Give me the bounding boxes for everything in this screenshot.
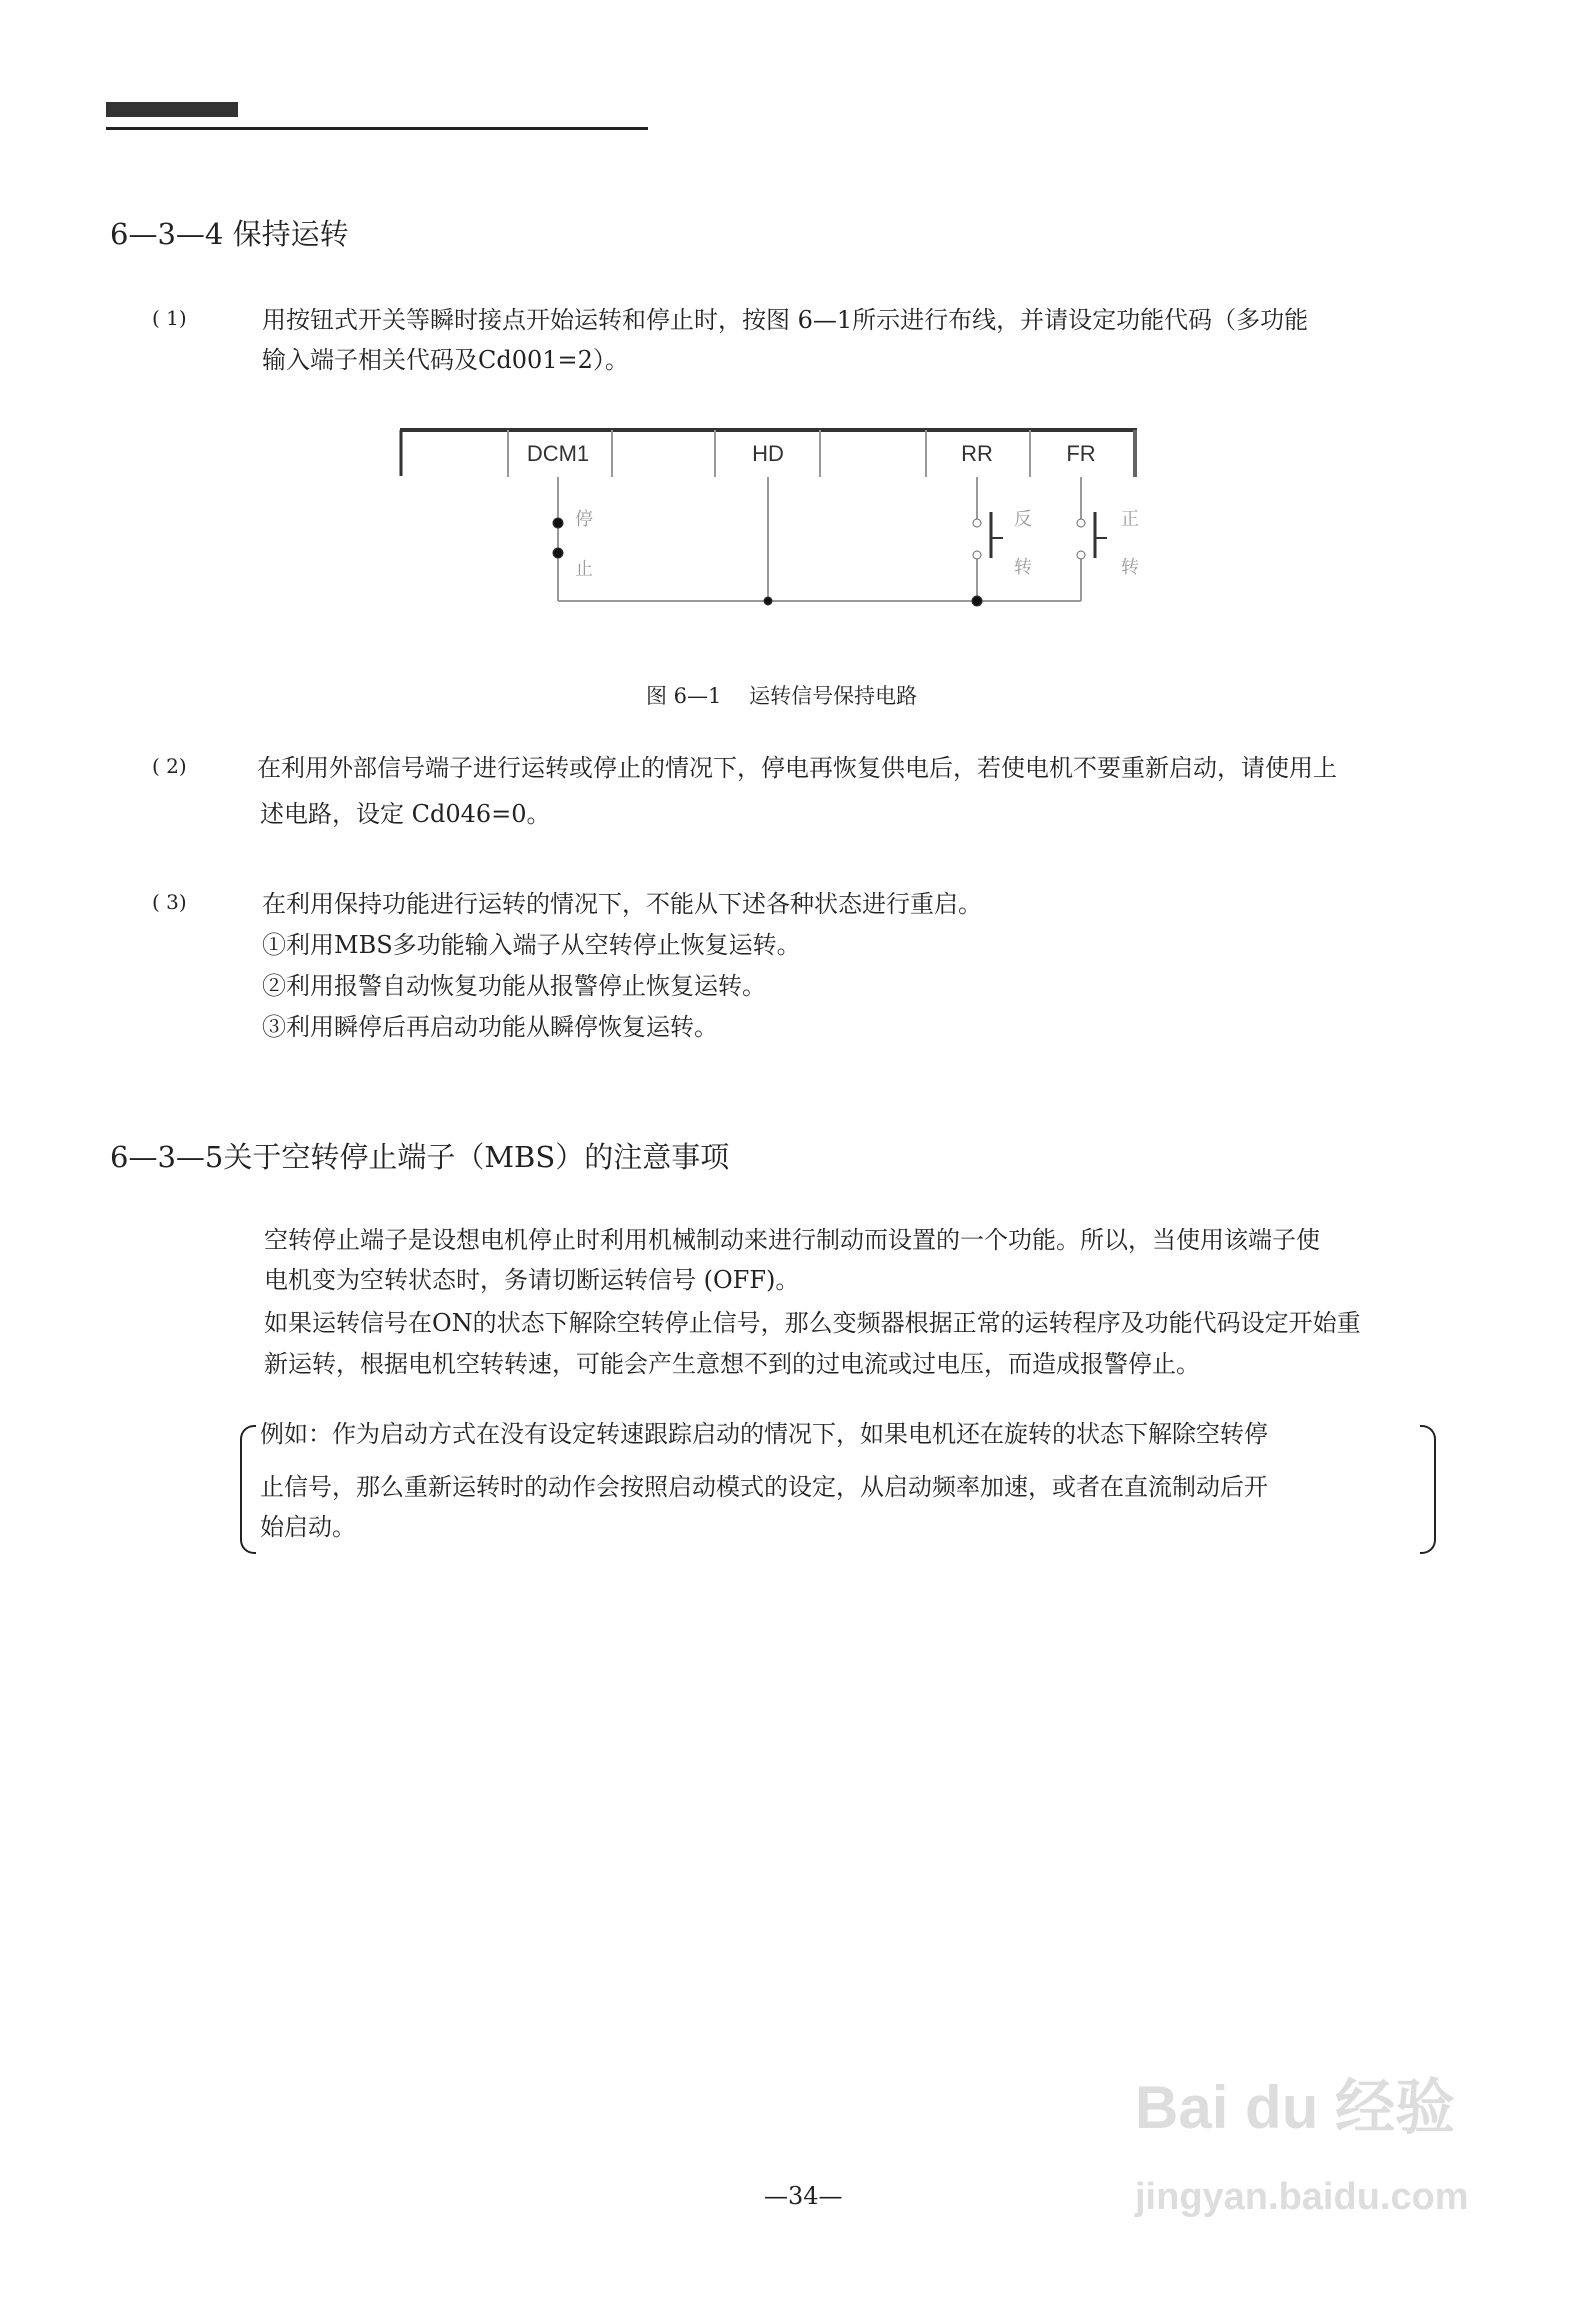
switch-label: 反 xyxy=(1014,509,1032,529)
list-item: ②利用报警自动恢复功能从报警停止恢复运转。 xyxy=(262,972,766,1000)
switch-label: 止 xyxy=(575,559,593,579)
paragraph-line: 电机变为空转状态时，务请切断运转信号 (OFF)。 xyxy=(264,1266,800,1294)
note-line: 止信号，那么重新运转时的动作会按照启动模式的设定，从启动频率加速，或者在直流制动后开 xyxy=(260,1473,1268,1501)
terminal-fr: FR xyxy=(1066,441,1096,466)
page-number: —34— xyxy=(764,2182,843,2210)
note-bracket-left xyxy=(240,1425,256,1554)
paragraph-line: 用按钮式开关等瞬时接点开始运转和停止时，按图 6—1所示进行布线，并请设定功能代码（多功能 xyxy=(262,306,1309,334)
switch-label: 停 xyxy=(575,509,593,529)
note-bracket-right xyxy=(1420,1425,1436,1554)
item-number: ( 2) xyxy=(152,754,187,778)
item-number: ( 1) xyxy=(152,306,187,330)
paragraph-line: 在利用保持功能进行运转的情况下，不能从下述各种状态进行重启。 xyxy=(262,890,982,918)
paragraph-line: 空转停止端子是设想电机停止时利用机械制动来进行制动而设置的一个功能。所以，当使用该端子使 xyxy=(264,1226,1320,1254)
list-item: ③利用瞬停后再启动功能从瞬停恢复运转。 xyxy=(262,1013,718,1041)
terminal-rr: RR xyxy=(961,441,993,466)
section-title-6-3-5: 6—3—5关于空转停止端子（MBS）的注意事项 xyxy=(110,1140,730,1174)
list-item: ①利用MBS多功能输入端子从空转停止恢复运转。 xyxy=(262,931,801,959)
switch-label: 正 xyxy=(1121,509,1139,529)
note-line: 始启动。 xyxy=(260,1513,356,1541)
note-line: 例如：作为启动方式在没有设定转速跟踪启动的情况下，如果电机还在旋转的状态下解除空转停 xyxy=(260,1420,1268,1448)
paragraph-line: 新运转，根据电机空转转速，可能会产生意想不到的过电流或过电压，而造成报警停止。 xyxy=(264,1350,1200,1378)
item-number: ( 3) xyxy=(152,890,187,914)
terminal-dcm1: DCM1 xyxy=(526,441,590,466)
paragraph-line: 述电路，设定 Cd046=0。 xyxy=(260,800,551,828)
terminal-hd: HD xyxy=(752,441,784,466)
paragraph-line: 如果运转信号在ON的状态下解除空转停止信号，那么变频器根据正常的运转程序及功能代码设定开始重 xyxy=(264,1309,1361,1337)
paragraph-line: 输入端子相关代码及Cd001=2）。 xyxy=(262,346,629,374)
stop-contact xyxy=(553,518,563,528)
circuit-diagram xyxy=(0,0,1588,720)
section-title-6-3-4: 6—3—4 保持运转 xyxy=(110,217,349,251)
switch-label: 转 xyxy=(1121,557,1139,577)
switch-label: 转 xyxy=(1014,557,1032,577)
baidu-watermark: Bai du 经验 jingyan.baidu.com xyxy=(1135,2074,1469,2218)
figure-caption: 图 6—1 运转信号保持电路 xyxy=(646,684,918,708)
paragraph-line: 在利用外部信号端子进行运转或停止的情况下，停电再恢复供电后，若使电机不要重新启动，请使用上 xyxy=(257,754,1337,782)
